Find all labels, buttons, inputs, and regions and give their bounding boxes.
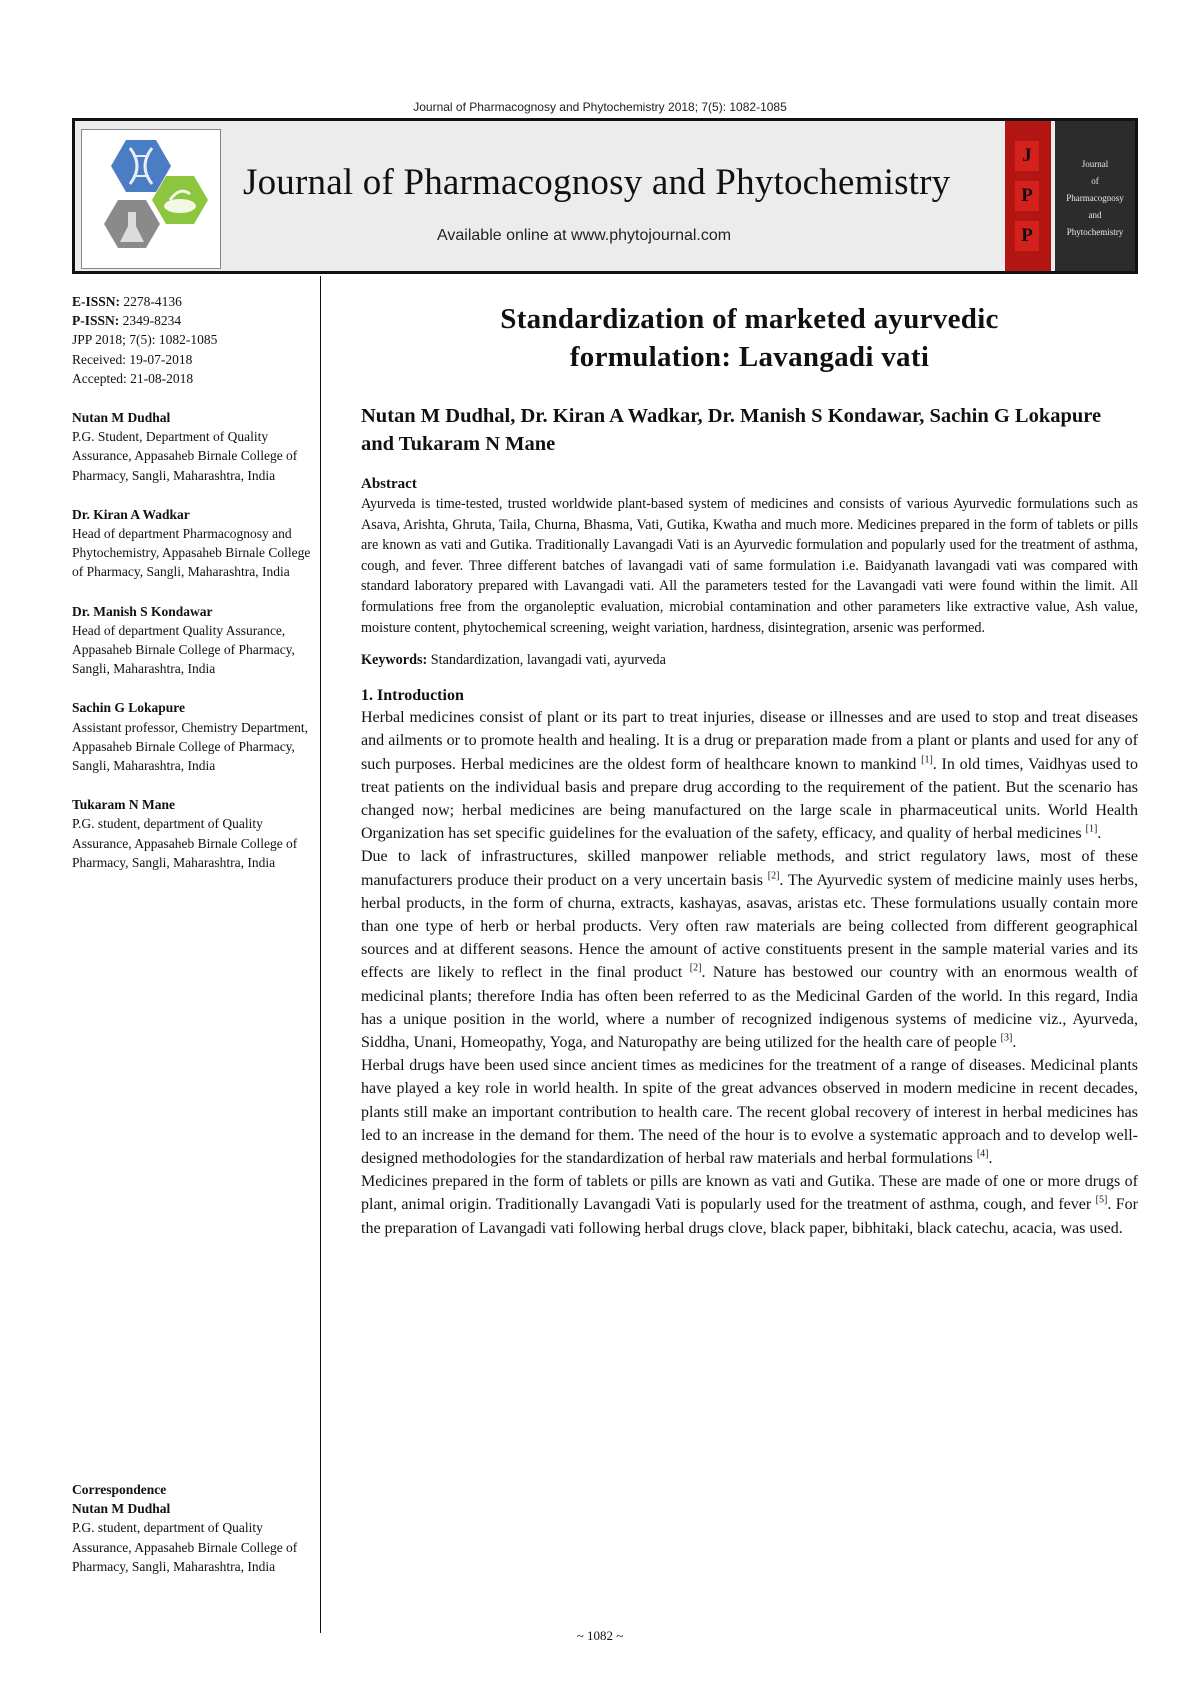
citation-ref[interactable]: [3] [1000, 1032, 1013, 1044]
correspondence-text: P.G. student, department of Quality Assurance, Appasaheb Birnale College of Pharmacy, Sangli, Maharashtra, India [72, 1520, 298, 1574]
para-text: . The Ayurvedic system of medicine mainly uses herbs, herbal products, in the form of churna, extracts, kashayas, asavas, aristas etc. These formulations usually contain more than one type of herb or herbal products. Very often raw materials are being collected from different geographical sources and at different seasons. Hence the amount of active constituents present in the sample material varies and its effects are likely to reflect in the final product [361, 871, 1138, 982]
meta-received: Received: 19-07-2018 [72, 351, 193, 367]
para-text: . [988, 1150, 993, 1168]
meta-label: E-ISSN: [72, 294, 121, 309]
citation-ref[interactable]: [2] [767, 870, 780, 882]
jpp-side-line: Pharmacognosy [1066, 193, 1124, 203]
correspondence [72, 1480, 312, 1576]
meta-eissn [72, 292, 312, 311]
article-body [361, 300, 1138, 1240]
citation-ref[interactable]: [1] [921, 754, 933, 766]
intro-paragraph [361, 845, 1138, 1054]
column-divider [320, 276, 321, 1633]
meta-label: P-ISSN: [72, 313, 120, 329]
para-text: Medicines prepared in the form of tablets or pills are known as vati and Gutika. These are made of one or more drugs of plant, animal origin. Traditionally Lavangadi Vati is popularly used for the treatment of asthma, cough, and fever [361, 1173, 1138, 1214]
affiliation-name: Nutan M Dudhal [72, 410, 171, 426]
jpp-side-line: of [1091, 176, 1099, 186]
para-text: . [1097, 825, 1102, 843]
affiliation-text: P.G. student, department of Quality Assurance, Appasaheb Birnale College of Pharmacy, Sangli, Maharashtra, India [72, 816, 298, 870]
affiliation [72, 505, 312, 582]
running-head: Journal of Pharmacognosy and Phytochemistry 2018; 7(5): 1082-1085 [413, 100, 787, 114]
journal-availability: Available online at www.phytojournal.com [437, 227, 732, 244]
paper-title-line: Standardization of marketed ayurvedic [500, 303, 999, 335]
section-heading: 1. Introduction [361, 687, 464, 705]
meta-accepted: Accepted: 21-08-2018 [72, 370, 194, 386]
jpp-letter: J [1015, 141, 1039, 171]
sidebar-info [72, 292, 312, 872]
correspondence-name: Nutan M Dudhal [72, 1501, 171, 1517]
citation-ref[interactable]: [1] [1085, 823, 1098, 835]
para-text: Herbal medicines consist of plant or its part to treat injuries, disease or illnesses and are used to stop and treat diseases and ailments or to promote health and healing. It is a drug or preparation made from a plant or plants and used for any of such purposes. Herbal medicines are the oldest form of healthcare known to mankind [361, 709, 1138, 773]
journal-title: Journal of Pharmacognosy and Phytochemistry [243, 162, 951, 203]
journal-logo-icon [81, 129, 221, 269]
jpp-letter: P [1015, 181, 1039, 211]
citation-ref[interactable]: [2] [689, 963, 702, 975]
affiliation-name: Sachin G Lokapure [72, 700, 186, 716]
affiliation [72, 698, 312, 775]
jpp-side-line: Journal [1081, 159, 1109, 169]
keywords-text: Standardization, lavangadi vati, ayurveda [427, 652, 666, 669]
affiliation-text: Head of department Quality Assurance, Appasaheb Birnale College of Pharmacy, Sangli, Maharashtra, India [72, 622, 295, 677]
citation-ref[interactable]: [5] [1095, 1195, 1108, 1207]
abstract-text: Ayurveda is time-tested, trusted worldwide plant-based system of medicines and consists of various Ayurvedic formulations such as Asava, Arishta, Ghruta, Taila, Churna, Bhasma, Vati, Gutika, Kwatha and much more. Medicines prepared in the form of tablets or pills are known as vati and Gutika. Traditionally Lavangadi Vati is an Ayurvedic formulation and popularly used for the treatment of asthma, cough, and fever. Three different batches of lavangadi vati of same formulation i.e. Baidyanath lavangadi vati was compared with standard laboratory prepared with Lavangadi vati. All the parameters tested for the Lavangadi vati were found within the limit. All formulations free from the organoleptic evaluation, microbial contamination and other parameters like extractive value, Ash value, moisture content, phytochemical screening, weight variation, hardness, disintegration, arsenic was performed. [361, 496, 1138, 636]
para-text: . Nature has bestowed our country with an enormous wealth of medicinal plants; therefore India has often been referred to as the Medicinal Garden of the world. In this regard, India has a unique position in the world, where a number of recognized indigenous systems of medicine viz., Ayurveda, Siddha, Unani, Homeopathy, Yoga, and Naturopathy are being utilized for the health care of people [361, 964, 1138, 1051]
para-text: Due to lack of infrastructures, skilled manpower reliable methods, and strict regulatory laws, most of these manufacturers produce their product on a very uncertain basis [361, 848, 1138, 889]
intro-paragraph [361, 706, 1138, 845]
jpp-logo-strip [1005, 121, 1051, 271]
paper-title [361, 300, 1138, 376]
intro-paragraph [361, 1170, 1138, 1240]
para-text: Herbal drugs have been used since ancient times as medicines for the treatment of a range of diseases. Medicinal plants have played a key role in world health. In spite of the great advances observed in modern medicine in recent decades, plants still make an important contribution to health care. The recent global recovery of interest in herbal medicines has led to an increase in the demand for them. The need of the hour is to evolve a systematic approach and to develop well-designed methodologies for the standardization of herbal raw materials and herbal formulations [361, 1057, 1138, 1168]
jpp-side-line: Phytochemistry [1066, 227, 1124, 237]
affiliation-text: P.G. Student, Department of Quality Assurance, Appasaheb Birnale College of Pharmacy, Sangli, Maharashtra, India [72, 429, 298, 483]
meta-value: 2349-8234 [119, 313, 182, 329]
affiliation-name: Tukaram N Mane [72, 797, 176, 813]
jpp-letter: P [1015, 221, 1039, 251]
para-text: . In old times, Vaidhyas used to treat patients on the individual basis and prepare drug according to the requirement of the patient. But the scenario has changed now; herbal medicines are being manufactured on the large scale in pharmaceutical units. World Health Organization has set specific guidelines for the evaluation of the safety, efficacy, and quality of herbal medicines [361, 755, 1138, 843]
affiliation [72, 602, 312, 679]
citation-ref[interactable]: [4] [976, 1148, 989, 1160]
page-number: ~ 1082 ~ [576, 1628, 624, 1643]
abstract-heading: Abstract [361, 476, 417, 492]
meta-citation: JPP 2018; 7(5): 1082-1085 [72, 332, 218, 348]
intro-paragraph [361, 1054, 1138, 1170]
affiliation-text: Head of department Pharmacognosy and Phytochemistry, Appasaheb Birnale College of Pharmacy, Sangli, Maharashtra, India [72, 526, 311, 580]
keywords-label: Keywords: [361, 652, 428, 669]
meta-value: 2278-4136 [120, 294, 182, 309]
paper-title-line: formulation: Lavangadi vati [569, 341, 930, 373]
author-list: Nutan M Dudhal, Dr. Kiran A Wadkar, Dr. Manish S Kondawar, Sachin G Lokapure and Tukaram N Mane [361, 405, 1102, 455]
para-text: . For the preparation of Lavangadi vati following herbal drugs clove, black paper, bibhitaki, black catechu, acacia, was used. [361, 1196, 1138, 1237]
affiliation [72, 408, 312, 485]
para-text: . [1012, 1034, 1017, 1051]
keywords [361, 650, 1138, 670]
affiliation-name: Dr. Manish S Kondawar [72, 603, 213, 619]
jpp-side-label [1055, 121, 1135, 271]
meta-pissn [72, 311, 312, 330]
affiliation-text: Assistant professor, Chemistry Department, Appasaheb Birnale College of Pharmacy, Sangli, Maharashtra, India [72, 719, 309, 774]
jpp-side-line: and [1088, 210, 1102, 220]
publication-meta [72, 292, 312, 388]
affiliation-name: Dr. Kiran A Wadkar [72, 506, 190, 522]
journal-banner [72, 118, 1138, 274]
correspondence-heading: Correspondence [72, 1482, 167, 1497]
affiliation [72, 795, 312, 872]
